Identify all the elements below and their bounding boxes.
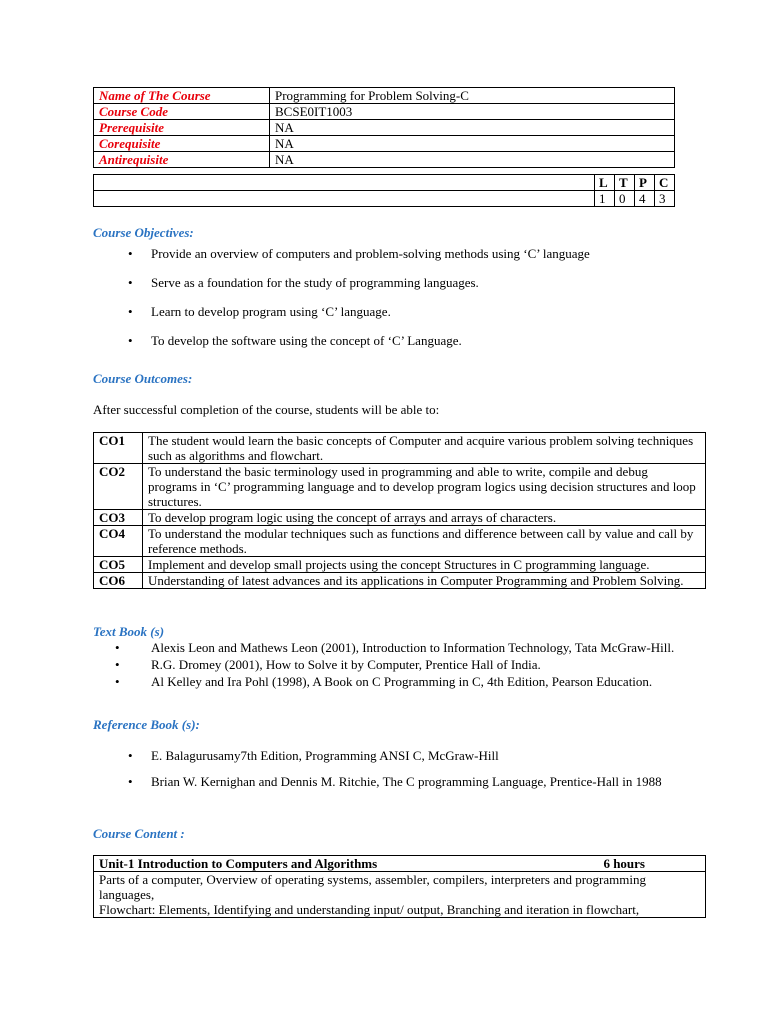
unit-content-line: Parts of a computer, Overview of operating systems, assembler, compilers, interpreters and programming languages, <box>99 872 646 902</box>
unit-body-cell <box>94 872 706 918</box>
course-name-row <box>94 88 675 104</box>
ltpc-value-l: 1 <box>595 191 615 207</box>
co-text: To understand the basic terminology used in programming and able to write, compile and debug programs in ‘C’ programming language and to develop program logics using decision structures and loop structures. <box>143 464 706 510</box>
corequisite-value: NA <box>270 136 675 152</box>
ltpc-spacer-2 <box>94 191 595 207</box>
table-row <box>94 573 706 589</box>
reference-item: • Brian W. Kernighan and Dennis M. Ritchie, The C programming Language, Prentice-Hall in 1988 <box>93 774 675 789</box>
objectives-list <box>93 246 693 362</box>
unit-content-line: Flowchart: Elements, Identifying and understanding input/ output, Branching and iteration in flowchart, <box>99 902 640 917</box>
table-row <box>94 464 706 510</box>
antirequisite-row <box>94 152 675 168</box>
prerequisite-label: Prerequisite <box>94 120 270 136</box>
ltpc-header-p: P <box>635 175 655 191</box>
co-text: To understand the modular techniques such as functions and difference between call by value and call by reference methods. <box>143 526 706 557</box>
objective-item: • To develop the software using the concept of ‘C’ Language. <box>93 333 693 362</box>
references-heading: Reference Book (s): <box>93 717 200 732</box>
table-row <box>94 510 706 526</box>
course-name-label: Name of The Course <box>94 88 270 104</box>
ltpc-value-p: 4 <box>635 191 655 207</box>
course-content-table <box>93 855 706 918</box>
unit-title-cell <box>94 856 706 872</box>
ltpc-spacer <box>94 175 595 191</box>
reference-item: • E. Balagurusamy7th Edition, Programming ANSI C, McGraw-Hill <box>93 748 675 763</box>
unit-title: Unit-1 Introduction to Computers and Algorithms <box>99 856 378 871</box>
co-code: CO2 <box>94 464 143 510</box>
co-text: Understanding of latest advances and its applications in Computer Programming and Problem Solving. <box>143 573 706 589</box>
objective-item: • Serve as a foundation for the study of programming languages. <box>93 275 693 304</box>
course-code-label: Course Code <box>94 104 270 120</box>
course-outcomes-table <box>93 432 706 589</box>
course-info-table <box>93 87 675 168</box>
ltpc-value-c: 3 <box>655 191 675 207</box>
prerequisite-value: NA <box>270 120 675 136</box>
references-list <box>93 748 675 800</box>
ltpc-header-row <box>94 175 675 191</box>
co-code: CO3 <box>94 510 143 526</box>
co-code: CO5 <box>94 557 143 573</box>
table-row <box>94 433 706 464</box>
co-code: CO4 <box>94 526 143 557</box>
textbooks-list <box>93 640 675 691</box>
outcomes-heading: Course Outcomes: <box>93 371 193 386</box>
corequisite-row <box>94 136 675 152</box>
ltpc-header-l: L <box>595 175 615 191</box>
unit-title-row <box>94 856 706 872</box>
objective-item: • Provide an overview of computers and problem-solving methods using ‘C’ language <box>93 246 693 275</box>
textbook-item: • R.G. Dromey (2001), How to Solve it by Computer, Prentice Hall of India. <box>93 657 675 672</box>
table-row <box>94 526 706 557</box>
co-code: CO1 <box>94 433 143 464</box>
prerequisite-row <box>94 120 675 136</box>
co-code: CO6 <box>94 573 143 589</box>
unit-hours: 6 hours <box>603 856 645 871</box>
outcomes-intro: After successful completion of the course, students will be able to: <box>93 402 440 417</box>
course-code-row <box>94 104 675 120</box>
ltpc-table <box>93 174 675 207</box>
corequisite-label: Corequisite <box>94 136 270 152</box>
textbooks-heading: Text Book (s) <box>93 624 165 639</box>
ltpc-header-c: C <box>655 175 675 191</box>
antirequisite-label: Antirequisite <box>94 152 270 168</box>
textbook-item: • Alexis Leon and Mathews Leon (2001), Introduction to Information Technology, Tata McGraw-Hill. <box>93 640 675 655</box>
ltpc-value-t: 0 <box>615 191 635 207</box>
ltpc-value-row <box>94 191 675 207</box>
course-code-value: BCSE0IT1003 <box>270 104 675 120</box>
unit-body-row <box>94 872 706 918</box>
co-text: Implement and develop small projects using the concept Structures in C programming language. <box>143 557 706 573</box>
objective-item: • Learn to develop program using ‘C’ language. <box>93 304 693 333</box>
co-text: To develop program logic using the concept of arrays and arrays of characters. <box>143 510 706 526</box>
content-heading: Course Content : <box>93 826 185 841</box>
antirequisite-value: NA <box>270 152 675 168</box>
objectives-heading: Course Objectives: <box>93 225 194 240</box>
table-row <box>94 557 706 573</box>
ltpc-header-t: T <box>615 175 635 191</box>
textbook-item: • Al Kelley and Ira Pohl (1998), A Book on C Programming in C, 4th Edition, Pearson Education. <box>93 674 675 689</box>
course-name-value: Programming for Problem Solving-C <box>270 88 675 104</box>
co-text: The student would learn the basic concepts of Computer and acquire various problem solving techniques such as algorithms and flowchart. <box>143 433 706 464</box>
